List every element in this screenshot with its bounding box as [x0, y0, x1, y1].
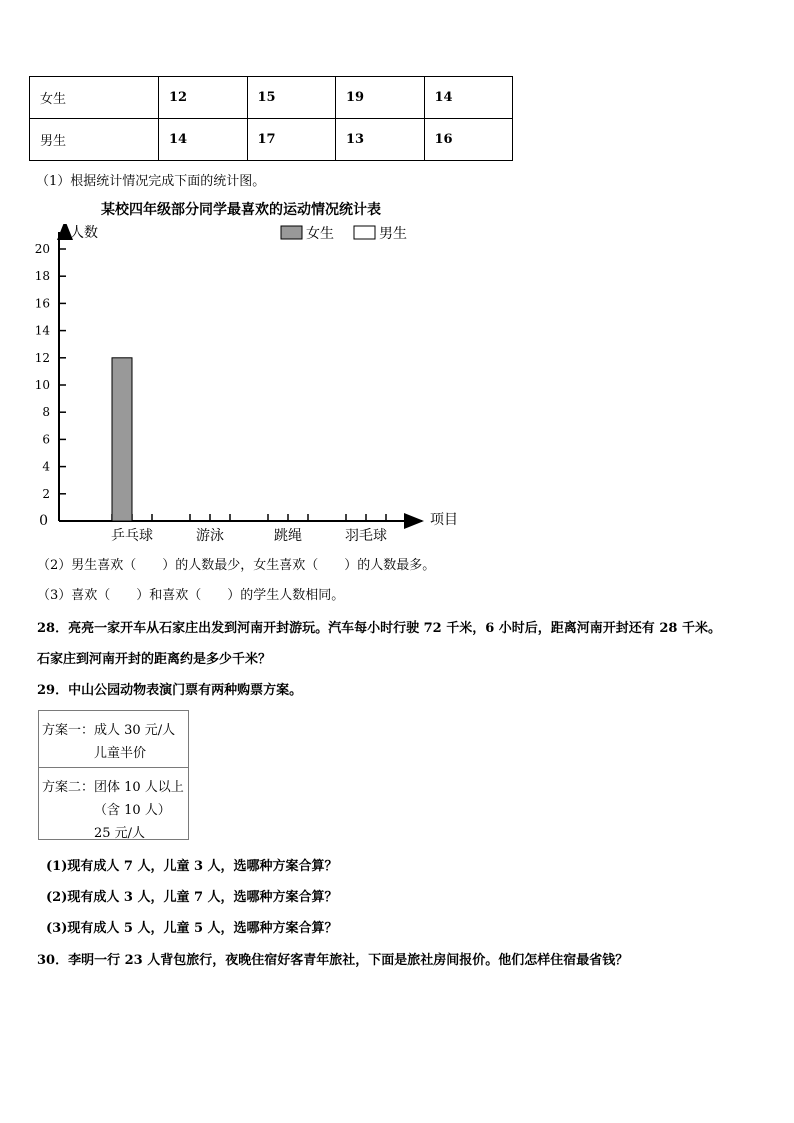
problem-28-line-2: 石家庄到河南开封的距离约是多少千米？ [37, 652, 272, 667]
row-label: 女生 [30, 77, 159, 119]
ticket-plans-box [38, 710, 189, 840]
x-category-label: 游泳 [196, 528, 224, 544]
x-category-label: 羽毛球 [345, 528, 387, 544]
table-cell: 14 [159, 119, 248, 161]
plan-1-label: 方案一： [42, 723, 95, 738]
y-tick-label: 4 [42, 459, 50, 474]
table-row [30, 77, 513, 119]
bar-chart [0, 190, 794, 550]
table-cell: 17 [247, 119, 336, 161]
y-tick-label: 8 [42, 405, 50, 420]
y-tick-label: 16 [34, 296, 50, 311]
plan-divider [39, 767, 188, 768]
problem-29-sub-3: (3)现有成人 5 人，儿童 5 人，选哪种方案合算？ [46, 921, 338, 936]
table-cell: 16 [424, 119, 513, 161]
table-cell: 12 [159, 77, 248, 119]
legend-swatch-girls [281, 226, 302, 239]
plan-1-adult-price: 成人 30 元/人 [94, 723, 176, 738]
y-axis-label: 人数 [70, 225, 98, 241]
table-cell: 14 [424, 77, 513, 119]
y-tick-label: 2 [42, 486, 50, 501]
row-label: 男生 [30, 119, 159, 161]
question-3: （3）喜欢（ ）和喜欢（ ）的学生人数相同。 [37, 588, 345, 603]
y-tick-label: 18 [34, 269, 50, 284]
table-row [30, 119, 513, 161]
x-category-label: 乒乓球 [111, 528, 153, 544]
bar [112, 358, 132, 521]
y-tick-label: 20 [34, 242, 50, 256]
problem-30: 30．李明一行 23 人背包旅行，夜晚住宿好客青年旅社，下面是旅社房间报价。他们怎样住宿最省钱？ [37, 953, 629, 968]
problem-28-line-1: 28．亮亮一家开车从石家庄出发到河南开封游玩。汽车每小时行驶 72 千米，6 小时后，距离河南开封还有 28 千米。 [37, 621, 721, 636]
legend-label-boys: 男生 [379, 226, 407, 242]
y-tick-label: 0 [39, 513, 48, 529]
plan-2-group-note: （含 10 人） [94, 803, 171, 818]
y-tick-label: 6 [42, 432, 50, 447]
y-tick-label: 10 [34, 378, 50, 392]
question-1: （1）根据统计情况完成下面的统计图。 [36, 174, 266, 189]
legend-label-girls: 女生 [306, 226, 334, 242]
y-tick-label: 14 [34, 323, 50, 338]
table-cell: 19 [336, 77, 425, 119]
plan-2-group-condition: 团体 10 人以上 [94, 780, 184, 795]
table-cell: 15 [247, 77, 336, 119]
x-axis-label: 项目 [430, 512, 458, 528]
question-2: （2）男生喜欢（ ）的人数最少，女生喜欢（ ）的人数最多。 [37, 558, 436, 573]
x-category-label: 跳绳 [274, 528, 302, 544]
statistics-table [29, 76, 513, 161]
y-tick-label: 12 [34, 350, 50, 365]
chart-title: 某校四年级部分同学最喜欢的运动情况统计表 [101, 202, 381, 218]
table-cell: 13 [336, 119, 425, 161]
problem-29-intro: 29．中山公园动物表演门票有两种购票方案。 [37, 683, 303, 698]
problem-29-sub-1: (1)现有成人 7 人，儿童 3 人，选哪种方案合算？ [46, 859, 338, 874]
plan-2-group-price: 25 元/人 [94, 826, 146, 841]
problem-29-sub-2: (2)现有成人 3 人，儿童 7 人，选哪种方案合算？ [46, 890, 338, 905]
plan-2-label: 方案二： [42, 780, 95, 795]
legend-swatch-boys [354, 226, 375, 239]
plan-1-child-price: 儿童半价 [94, 746, 147, 761]
